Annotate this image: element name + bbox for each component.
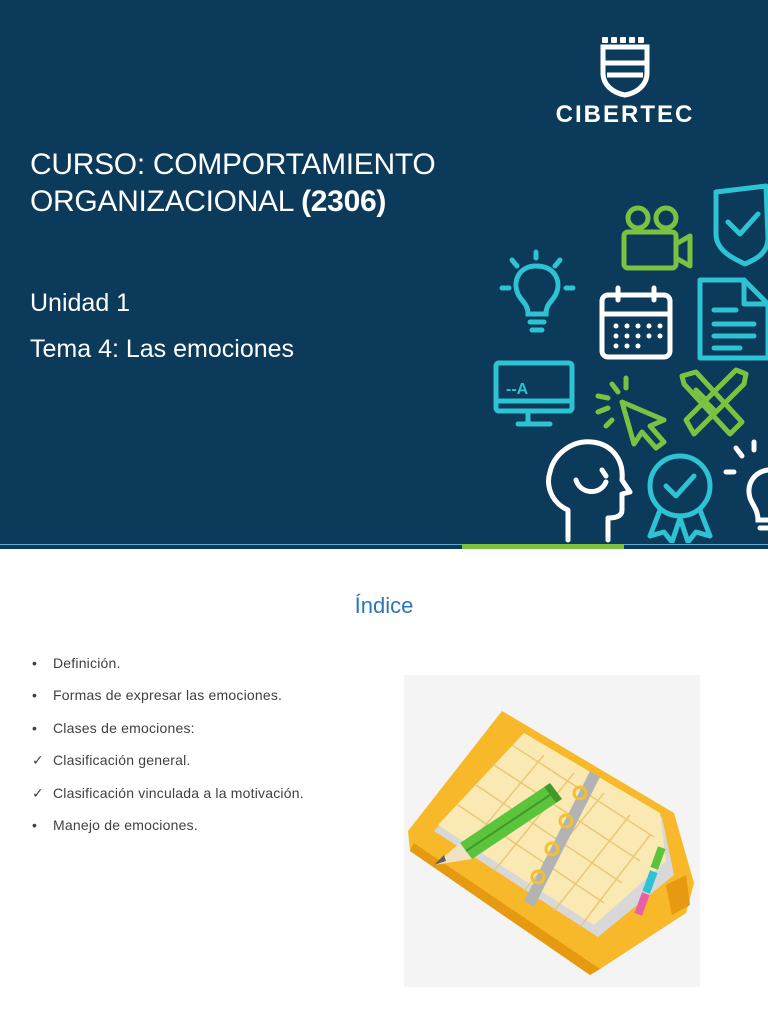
shield-check-icon (716, 186, 768, 264)
list-item (32, 685, 304, 717)
course-title (30, 146, 490, 220)
list-item-text: Clasificación general. (53, 752, 191, 769)
topic-label: Tema 4: Las emociones (30, 335, 295, 363)
document-icon (700, 280, 768, 358)
course-code: (2306) (301, 185, 387, 218)
education-icons-cluster (490, 180, 768, 543)
award-badge-icon (650, 456, 710, 542)
list-item (32, 653, 304, 685)
list-item-text: Definición. (53, 655, 121, 671)
index-slide (0, 549, 768, 1024)
cibertec-logo (545, 35, 705, 135)
list-item (32, 750, 304, 782)
check-mark: ✓ (32, 784, 44, 801)
lightbulb-icon (502, 252, 573, 330)
list-item-text: Clases de emociones: (53, 719, 195, 736)
bullet-mark: • (32, 816, 38, 833)
course-title-text: CURSO: COMPORTAMIENTO ORGANIZACIONAL (30, 148, 436, 218)
pencil-ruler-icon (682, 370, 746, 434)
unit-label: Unidad 1 (30, 289, 131, 317)
list-item (32, 718, 304, 750)
cursor-click-icon (598, 378, 664, 448)
lightbulb-icon (726, 442, 768, 528)
bullet-mark: • (32, 687, 38, 704)
video-camera-icon (624, 208, 690, 268)
logo-text: CIBERTEC (555, 101, 695, 128)
list-item-text: Manejo de emociones. (53, 816, 198, 833)
svg-text:--A: --A (506, 381, 529, 398)
notebook-illustration (404, 675, 700, 987)
list-item-text: Clasificación vinculada a la motivación. (53, 784, 304, 801)
bullet-mark: • (32, 719, 38, 736)
head-smile-icon (549, 442, 630, 540)
list-item (32, 815, 304, 847)
bullet-mark: • (32, 655, 38, 671)
list-item (32, 783, 304, 815)
index-list (32, 653, 304, 847)
shield-logo-icon (545, 35, 705, 101)
index-title: Índice (354, 593, 414, 618)
notebook-pencil-icon (404, 675, 700, 987)
check-mark: ✓ (32, 752, 44, 769)
list-item-text: Formas de expresar las emociones. (53, 687, 283, 704)
divider-thin-line (0, 544, 768, 545)
